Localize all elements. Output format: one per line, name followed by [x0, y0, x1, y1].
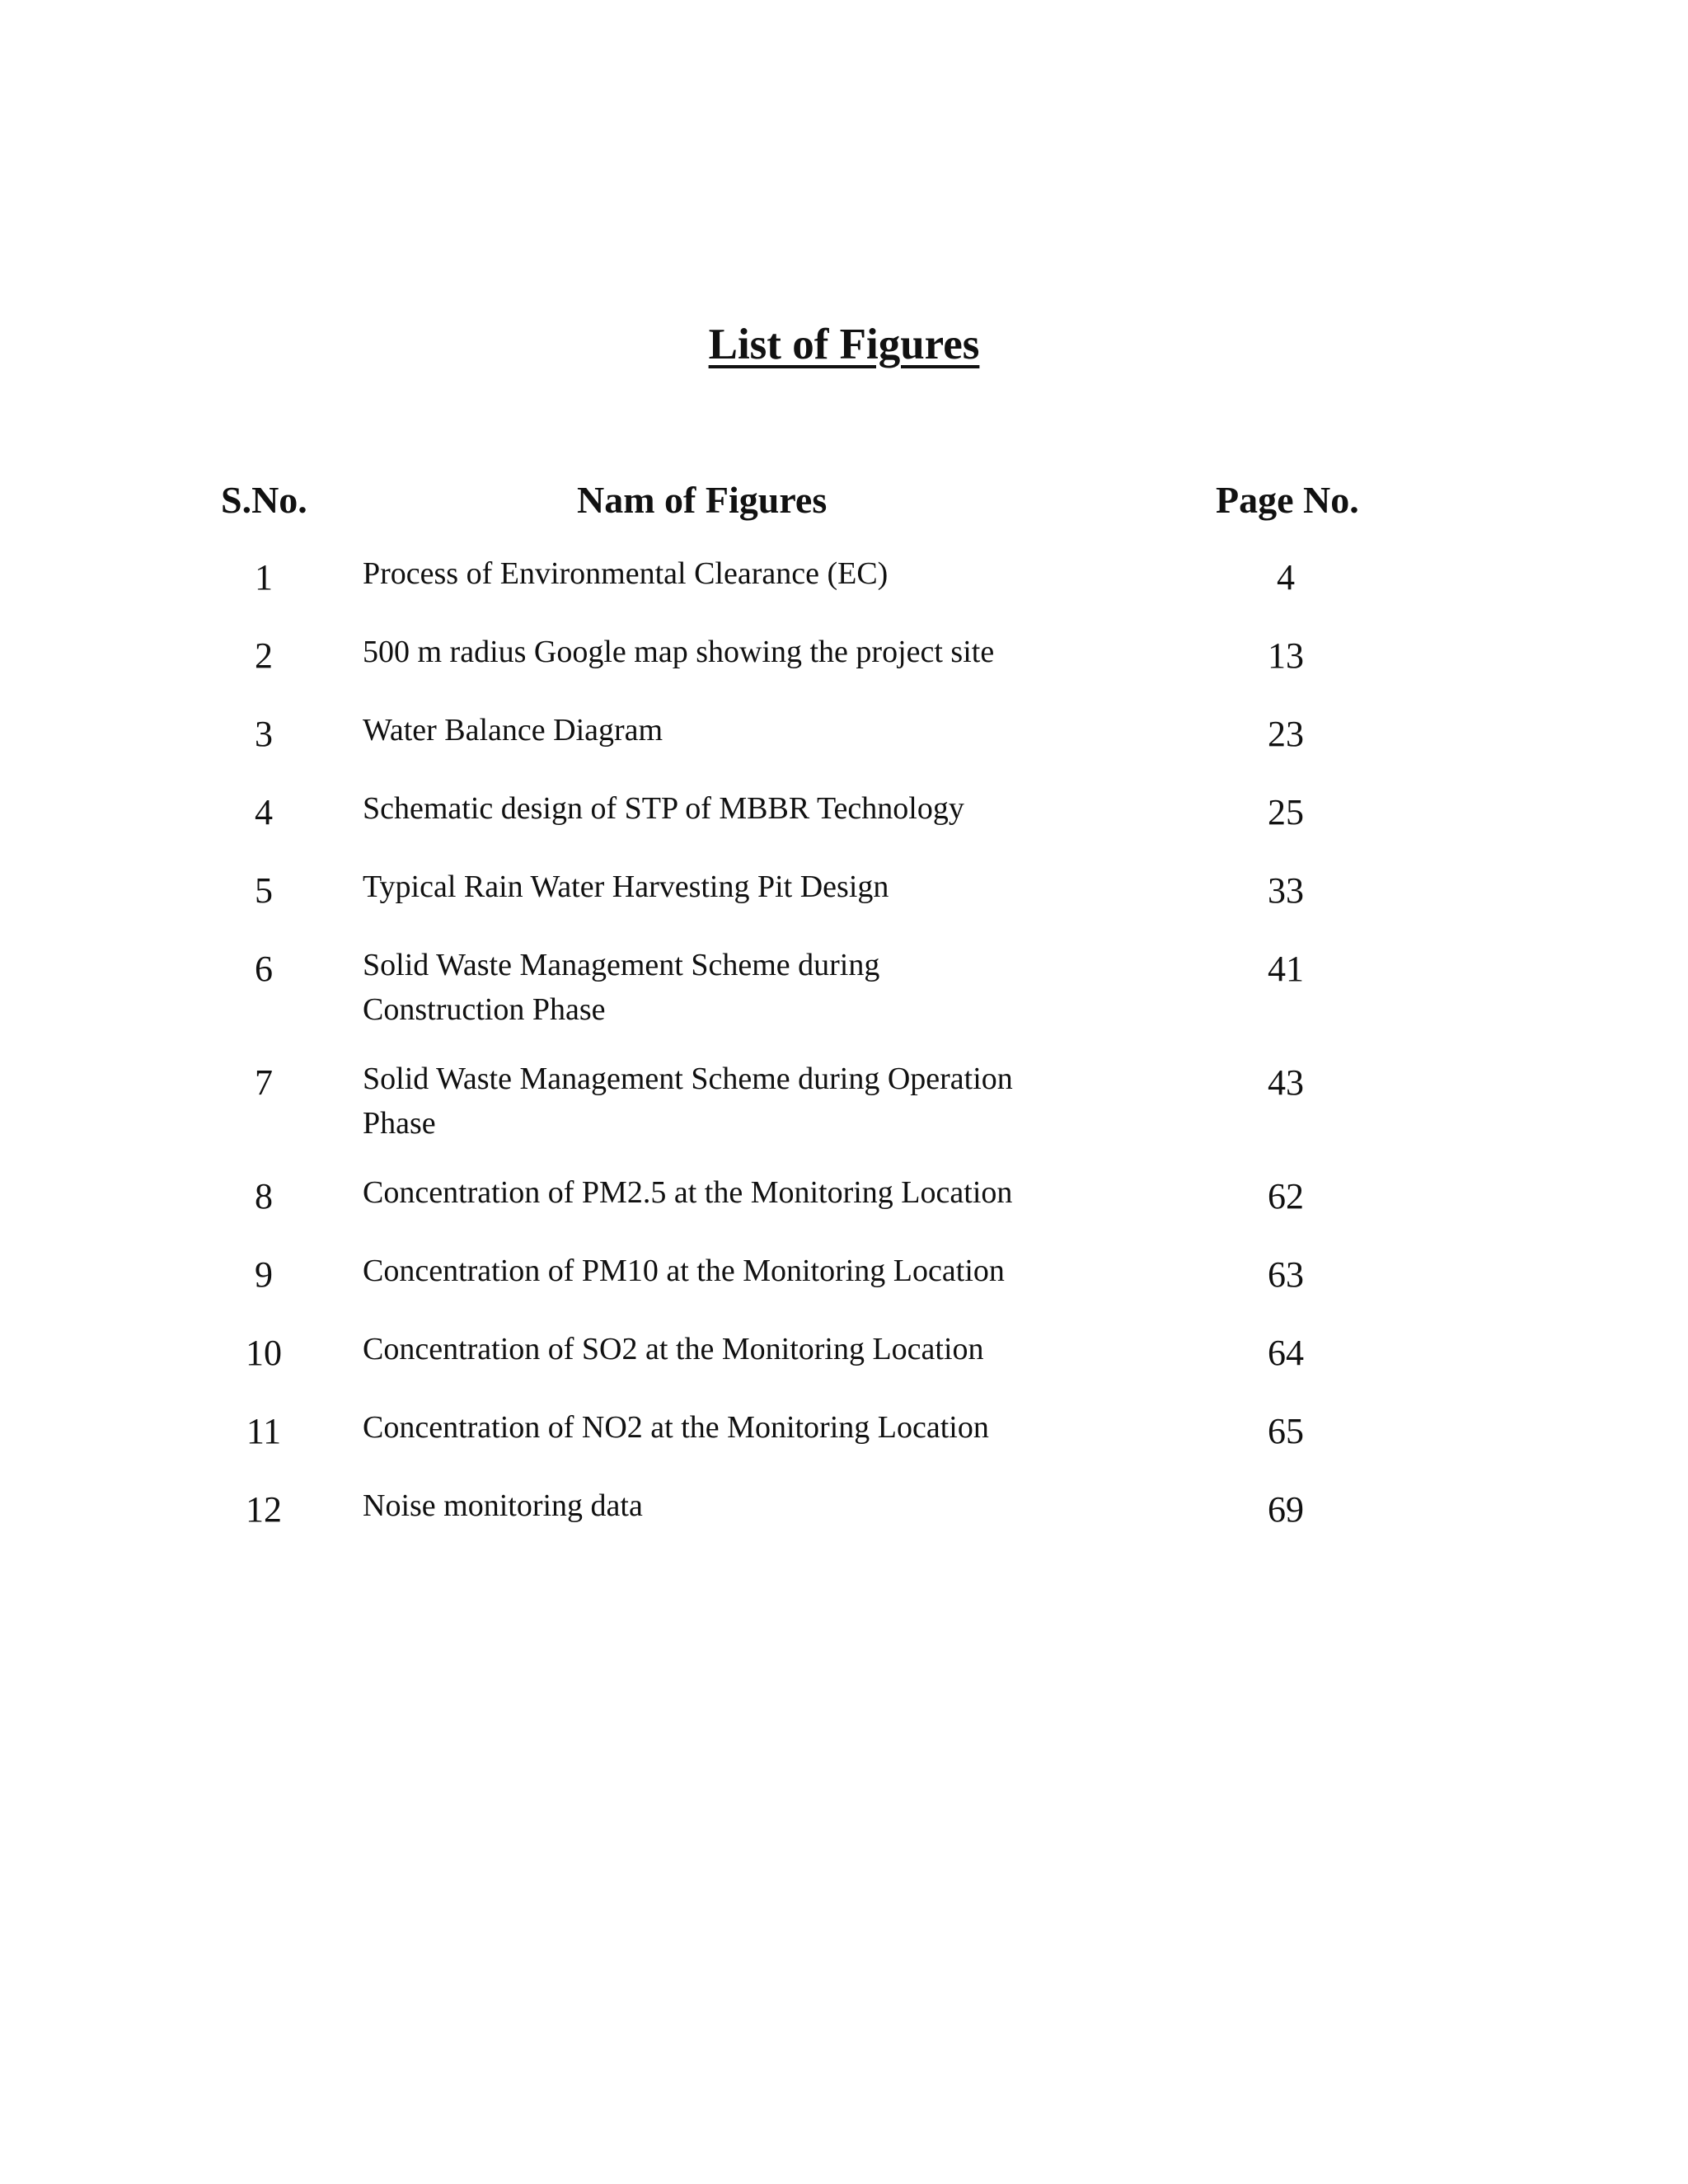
- figure-name: Solid Waste Management Scheme during Operation Phase: [363, 1062, 1013, 1141]
- list-item: [0, 556, 1688, 622]
- serial-number: 8: [255, 1176, 273, 1216]
- page-number: 33: [1268, 870, 1304, 911]
- figure-name: Water Balance Diagram: [363, 713, 663, 748]
- serial-number: 5: [255, 870, 273, 911]
- figure-name: Schematic design of STP of MBBR Technology: [363, 791, 964, 826]
- figure-name: Concentration of SO2 at the Monitoring Location: [363, 1332, 984, 1366]
- page-number: 63: [1268, 1254, 1304, 1295]
- page-number: 25: [1268, 792, 1304, 832]
- serial-number: 6: [255, 949, 273, 989]
- serial-number: 3: [255, 714, 273, 754]
- list-item: [0, 1175, 1688, 1241]
- figure-name: 500 m radius Google map showing the project site: [363, 635, 995, 669]
- page-number: 65: [1268, 1411, 1304, 1451]
- serial-number: 12: [246, 1489, 282, 1530]
- list-item: [0, 1332, 1688, 1398]
- page-title: List of Figures: [708, 321, 980, 368]
- figure-name: Typical Rain Water Harvesting Pit Design: [363, 869, 889, 904]
- figure-name: Concentration of PM2.5 at the Monitoring Location: [363, 1175, 1013, 1210]
- list-item: [0, 635, 1688, 701]
- list-item: [0, 869, 1688, 935]
- list-item: [0, 713, 1688, 779]
- serial-number: 7: [255, 1062, 273, 1103]
- serial-number: 9: [255, 1254, 273, 1295]
- column-header-page-no: Page No.: [1216, 479, 1359, 521]
- list-item: [0, 791, 1688, 857]
- figure-name: Concentration of PM10 at the Monitoring Location: [363, 1254, 1005, 1288]
- figure-name: Solid Waste Management Scheme during Construction Phase: [363, 948, 880, 1027]
- page-number: 43: [1268, 1062, 1304, 1103]
- page-number: 62: [1268, 1176, 1304, 1216]
- page-number: 41: [1268, 949, 1304, 989]
- figure-name: Noise monitoring data: [363, 1488, 643, 1523]
- list-item: [0, 1254, 1688, 1319]
- list-item: [0, 1062, 1688, 1169]
- figure-name: Concentration of NO2 at the Monitoring Location: [363, 1410, 989, 1445]
- page-number: 23: [1268, 714, 1304, 754]
- page-number: 13: [1268, 635, 1304, 676]
- serial-number: 10: [246, 1333, 282, 1373]
- list-item: [0, 1488, 1688, 1554]
- column-header-figure-name: Nam of Figures: [577, 479, 828, 521]
- column-header-sno: S.No.: [221, 479, 307, 521]
- serial-number: 4: [255, 792, 273, 832]
- page-number: 4: [1277, 557, 1295, 598]
- list-item: [0, 1410, 1688, 1476]
- serial-number: 1: [255, 557, 273, 598]
- page-number: 69: [1268, 1489, 1304, 1530]
- page-number: 64: [1268, 1333, 1304, 1373]
- serial-number: 2: [255, 635, 273, 676]
- list-item: [0, 948, 1688, 1055]
- serial-number: 11: [246, 1411, 282, 1451]
- figure-name: Process of Environmental Clearance (EC): [363, 556, 889, 591]
